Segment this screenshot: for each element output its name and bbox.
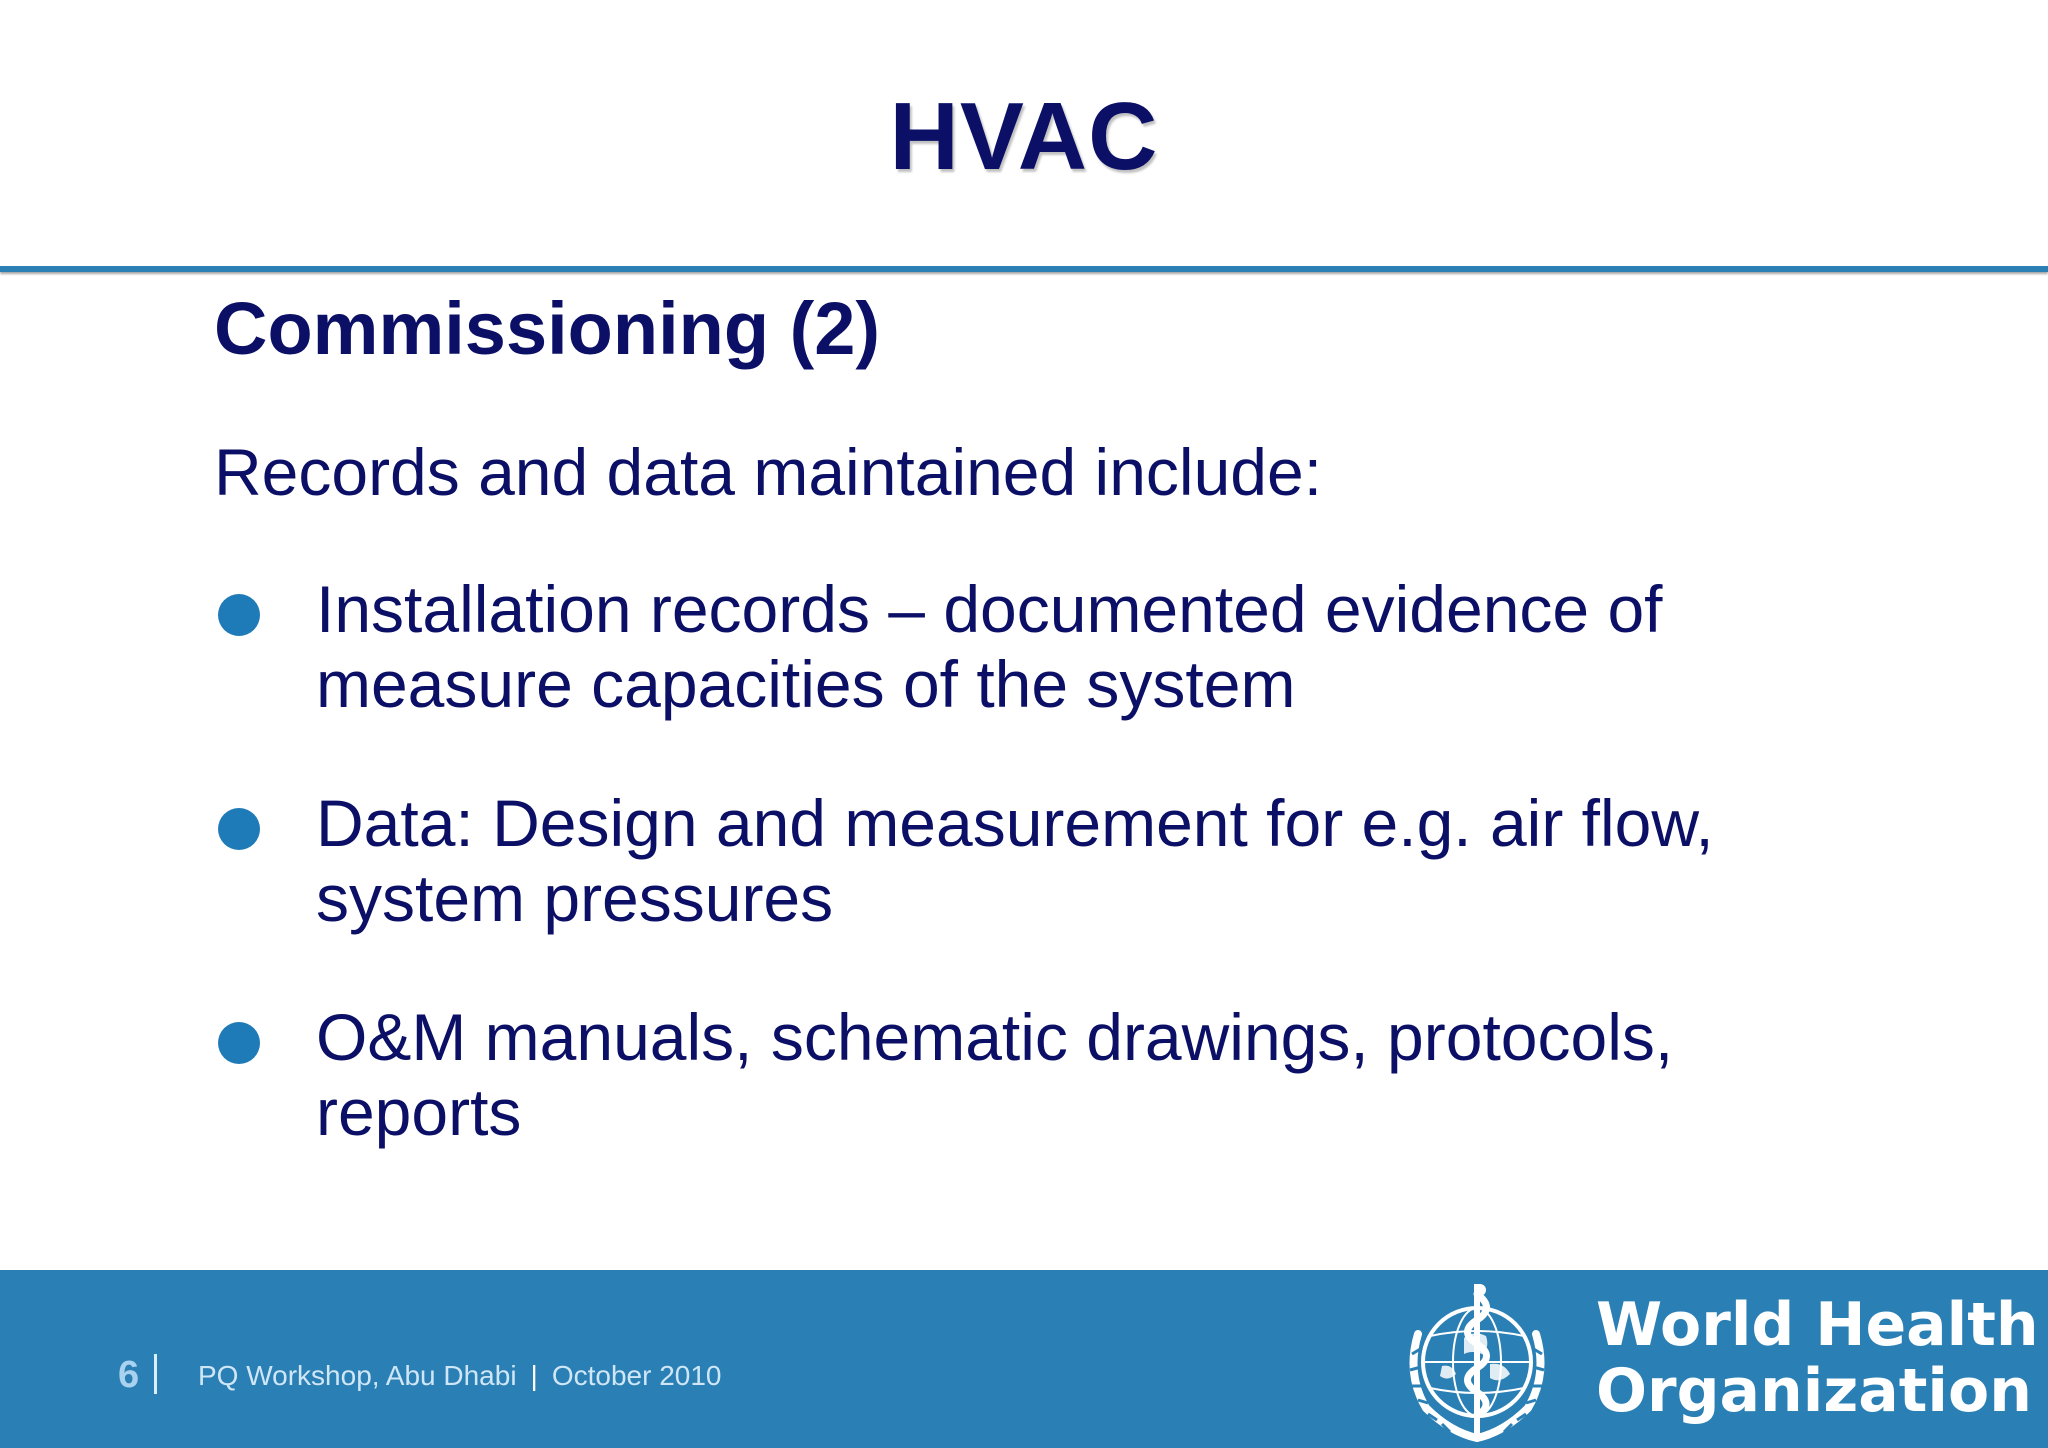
bullet-line: Installation records – documented evidence of xyxy=(316,572,1663,646)
bullet-item xyxy=(218,572,1798,722)
footer-separator: | xyxy=(530,1360,538,1391)
bullet-line: O&M manuals, schematic drawings, protocols, xyxy=(316,1000,1674,1074)
slide-subtitle: Commissioning (2) xyxy=(214,287,881,370)
who-logotype-line: Organization xyxy=(1596,1356,2032,1426)
bullet-line: measure capacities of the system xyxy=(316,647,1296,721)
slide-title: HVAC xyxy=(889,83,1159,190)
title-divider xyxy=(0,266,2048,272)
footer-date: October 2010 xyxy=(551,1360,722,1391)
footer-event: PQ Workshop, Abu Dhabi xyxy=(198,1360,517,1391)
bullet-dot-icon xyxy=(218,1022,260,1064)
page-number: 6 xyxy=(118,1354,140,1396)
page-number-divider xyxy=(154,1354,157,1394)
who-logotype xyxy=(1596,1292,2039,1424)
bullet-dot-icon xyxy=(218,594,260,636)
bullet-text xyxy=(316,1000,1798,1150)
intro-text: Records and data maintained include: xyxy=(214,435,1323,509)
bullet-text xyxy=(316,572,1798,722)
who-emblem-icon xyxy=(1392,1274,1562,1444)
bullet-line: Data: Design and measurement for e.g. air flow, xyxy=(316,786,1714,860)
bullet-line: system pressures xyxy=(316,861,834,935)
bullet-text xyxy=(316,786,1798,936)
bullet-dot-icon xyxy=(218,808,260,850)
footer-caption xyxy=(198,1360,722,1392)
who-logotype-line: World Health xyxy=(1596,1290,2039,1360)
bullet-item xyxy=(218,1000,1798,1150)
bullet-item xyxy=(218,786,1798,936)
bullet-line: reports xyxy=(316,1075,522,1149)
